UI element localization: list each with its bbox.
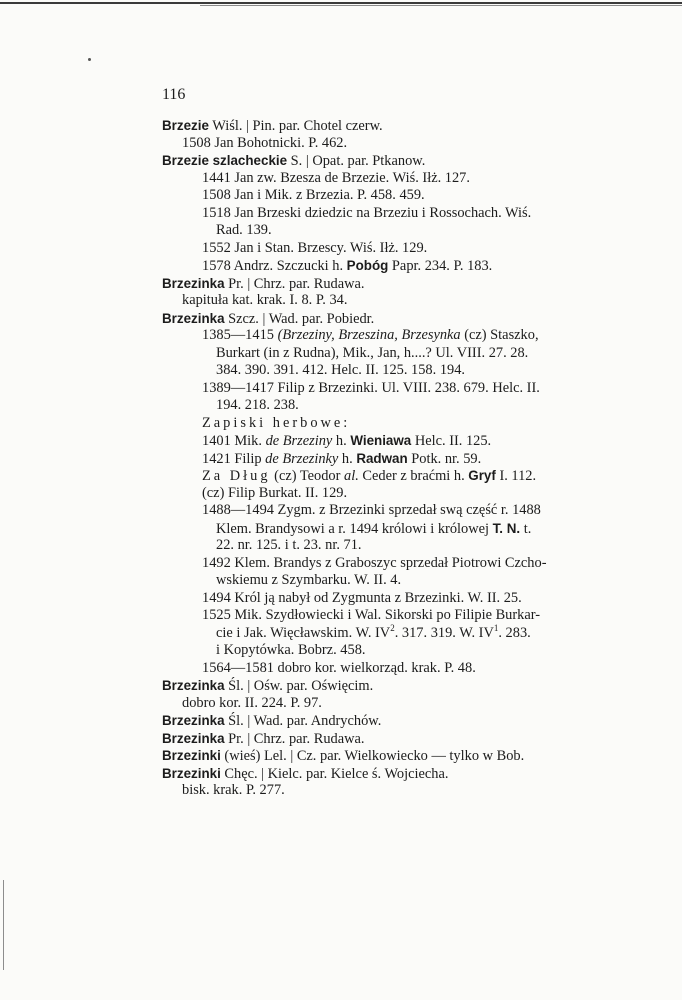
record-text: . 283. xyxy=(498,624,531,641)
entry-line xyxy=(162,747,622,765)
entry-location: Chęc. | Kielc. par. Kielce ś. Wojciecha. xyxy=(224,765,449,782)
record-text: 1401 Mik. xyxy=(202,433,266,449)
entry-location: (wieś) Lel. | Cz. par. Wielkowiecko — tylko w Bob. xyxy=(224,748,525,764)
record-line: 1508 Jan i Mik. z Brzezia. P. 458. 459. xyxy=(202,187,425,203)
record-line: 1441 Jan zw. Bzesza de Brzezie. Wiś. Iłż. 127. xyxy=(202,169,470,186)
entry-location: Śl. | Wad. par. Andrychów. xyxy=(228,713,382,729)
record-line xyxy=(162,257,622,275)
entry-detail-line: kapituła kat. krak. I. 8. P. 34. xyxy=(182,292,348,308)
record-text: Helc. II. 125. xyxy=(411,433,492,449)
record-line: 1525 Mik. Szydłowiecki i Wal. Sikorski po Filipie Burkar- xyxy=(202,607,541,623)
record-line: 1494 Król ją nabył od Zygmunta z Brzezinki. W. II. 25. xyxy=(202,589,522,606)
alias-abbrev: al. xyxy=(344,468,359,484)
page-edge-mark xyxy=(3,880,4,970)
entry-location: Pr. | Chrz. par. Rudawa. xyxy=(228,730,365,747)
page-top-border-inner xyxy=(200,5,682,6)
entry-headword: Brzezinki xyxy=(162,765,221,781)
record-text: . 317. 319. W. IV xyxy=(394,624,494,641)
entry-headword: Brzezinka xyxy=(162,678,225,693)
record-text: h. xyxy=(332,433,351,449)
record-text: 1385—1415 xyxy=(202,327,278,343)
record-line xyxy=(162,327,622,345)
volume-part: 1 xyxy=(493,622,499,633)
record-line xyxy=(162,432,622,450)
entry-location: S. | Opat. par. Ptkanow. xyxy=(290,153,426,169)
record-continuation xyxy=(162,622,622,643)
record-text: cie i Jak. Więcławskim. W. IV xyxy=(216,624,391,641)
dictionary-column xyxy=(162,117,622,800)
entry-headword: Brzezinka xyxy=(162,275,225,291)
record-text: Potk. nr. 59. xyxy=(407,450,482,467)
entry-line xyxy=(162,712,622,730)
entry-location: Wiśl. | Pin. par. Chotel czerw. xyxy=(212,118,383,134)
entry-headword: Brzezie szlacheckie xyxy=(162,153,288,168)
record-text: 1518 Jan Brzeski dziedzic na Brzeziu i Rossochach. Wiś. xyxy=(202,204,532,221)
entry-line xyxy=(162,730,622,748)
entry-line xyxy=(162,152,622,170)
record-text: Ceder z braćmi h. xyxy=(358,468,469,484)
record-line: 1552 Jan i Stan. Brzescy. Wiś. Iłż. 129. xyxy=(202,239,428,256)
record-continuation: Rad. 139. xyxy=(216,222,272,238)
record-line xyxy=(162,450,622,468)
name-variants: (Brzeziny, Brzeszina, Brzesynka xyxy=(277,327,461,343)
entry-location: Szcz. | Wad. par. Pobiedr. xyxy=(228,310,375,327)
page-number: 116 xyxy=(162,86,186,103)
ink-speck xyxy=(88,58,91,61)
record-line: (cz) Filip Burkat. II. 129. xyxy=(202,484,348,501)
record-line: 1488—1494 Zygm. z Brzezinki sprzedał swą część r. 1488 xyxy=(202,502,541,518)
entry-line xyxy=(162,765,622,783)
record-line: 1492 Klem. Brandys z Graboszyc sprzedał Piotrowi Czcho- xyxy=(202,554,547,571)
entry-headword: Brzezinka xyxy=(162,310,225,326)
name-variant: de Brzezinky xyxy=(265,450,339,467)
entry-location: Pr. | Chrz. par. Rudawa. xyxy=(228,275,365,292)
record-text: 1578 Andrz. Szczucki h. xyxy=(202,258,347,274)
source-abbrev: T. N. xyxy=(492,520,521,536)
entry-line xyxy=(162,117,622,135)
record-continuation: Burkart (in z Rudna), Mik., Jan, h....? Ul. VIII. 27. 28. xyxy=(216,344,529,361)
record-continuation: 384. 390. 391. 412. Helc. II. 125. 158. 194. xyxy=(216,362,466,378)
record-continuation: wskiemu z Szymbarku. W. II. 4. xyxy=(216,572,402,588)
name-variant: de Brzeziny xyxy=(265,433,333,449)
entry-line xyxy=(162,310,622,328)
entry-headword: Brzezinka xyxy=(162,713,225,728)
record-text: 1421 Filip xyxy=(202,450,266,467)
entry-detail-line: dobro kor. II. 224. P. 97. xyxy=(182,694,322,711)
entry-headword: Brzezinki xyxy=(162,748,221,763)
entry-line xyxy=(162,275,622,293)
record-continuation: 194. 218. 238. xyxy=(216,397,299,413)
entry-line xyxy=(162,677,622,695)
entry-detail-line: bisk. krak. P. 277. xyxy=(182,782,285,798)
section-heading: Zapiski herbowe: xyxy=(202,414,351,431)
record-line: 1564—1581 dobro kor. wielkorząd. krak. P. 48. xyxy=(202,659,476,676)
record-line xyxy=(162,205,622,223)
record-continuation: 22. nr. 125. i t. 23. nr. 71. xyxy=(216,537,362,553)
record-text: t. xyxy=(520,520,532,537)
record-line: 1389—1417 Filip z Brzezinki. Ul. VIII. 238. 679. Helc. II. xyxy=(202,379,540,396)
volume-part: 2 xyxy=(390,622,395,633)
entry-detail-line: 1508 Jan Bohotnicki. P. 462. xyxy=(182,134,348,151)
source-name: Za Dług xyxy=(202,468,271,484)
record-continuation xyxy=(162,520,622,538)
record-text: Klem. Brandysowi a r. 1494 królowi i królowej xyxy=(216,520,493,537)
entry-headword: Brzezinka xyxy=(162,730,225,746)
record-text: Papr. 234. P. 183. xyxy=(388,258,493,274)
record-text: (cz) Staszko, xyxy=(460,327,539,343)
record-continuation: i Kopytówka. Bobrz. 458. xyxy=(216,642,366,658)
record-line xyxy=(162,467,622,485)
entry-location: Śl. | Ośw. par. Oświęcim. xyxy=(228,678,374,694)
coat-of-arms: Pobóg xyxy=(346,258,389,273)
entry-headword: Brzezie xyxy=(162,118,209,133)
page-top-border xyxy=(0,2,682,4)
coat-of-arms: Gryf xyxy=(468,468,496,483)
coat-of-arms: Wieniawa xyxy=(350,433,412,448)
record-text: I. 112. xyxy=(495,468,537,484)
coat-of-arms: Radwan xyxy=(356,450,408,466)
record-text: (cz) Teodor xyxy=(270,468,345,484)
record-text: h. xyxy=(338,450,357,467)
